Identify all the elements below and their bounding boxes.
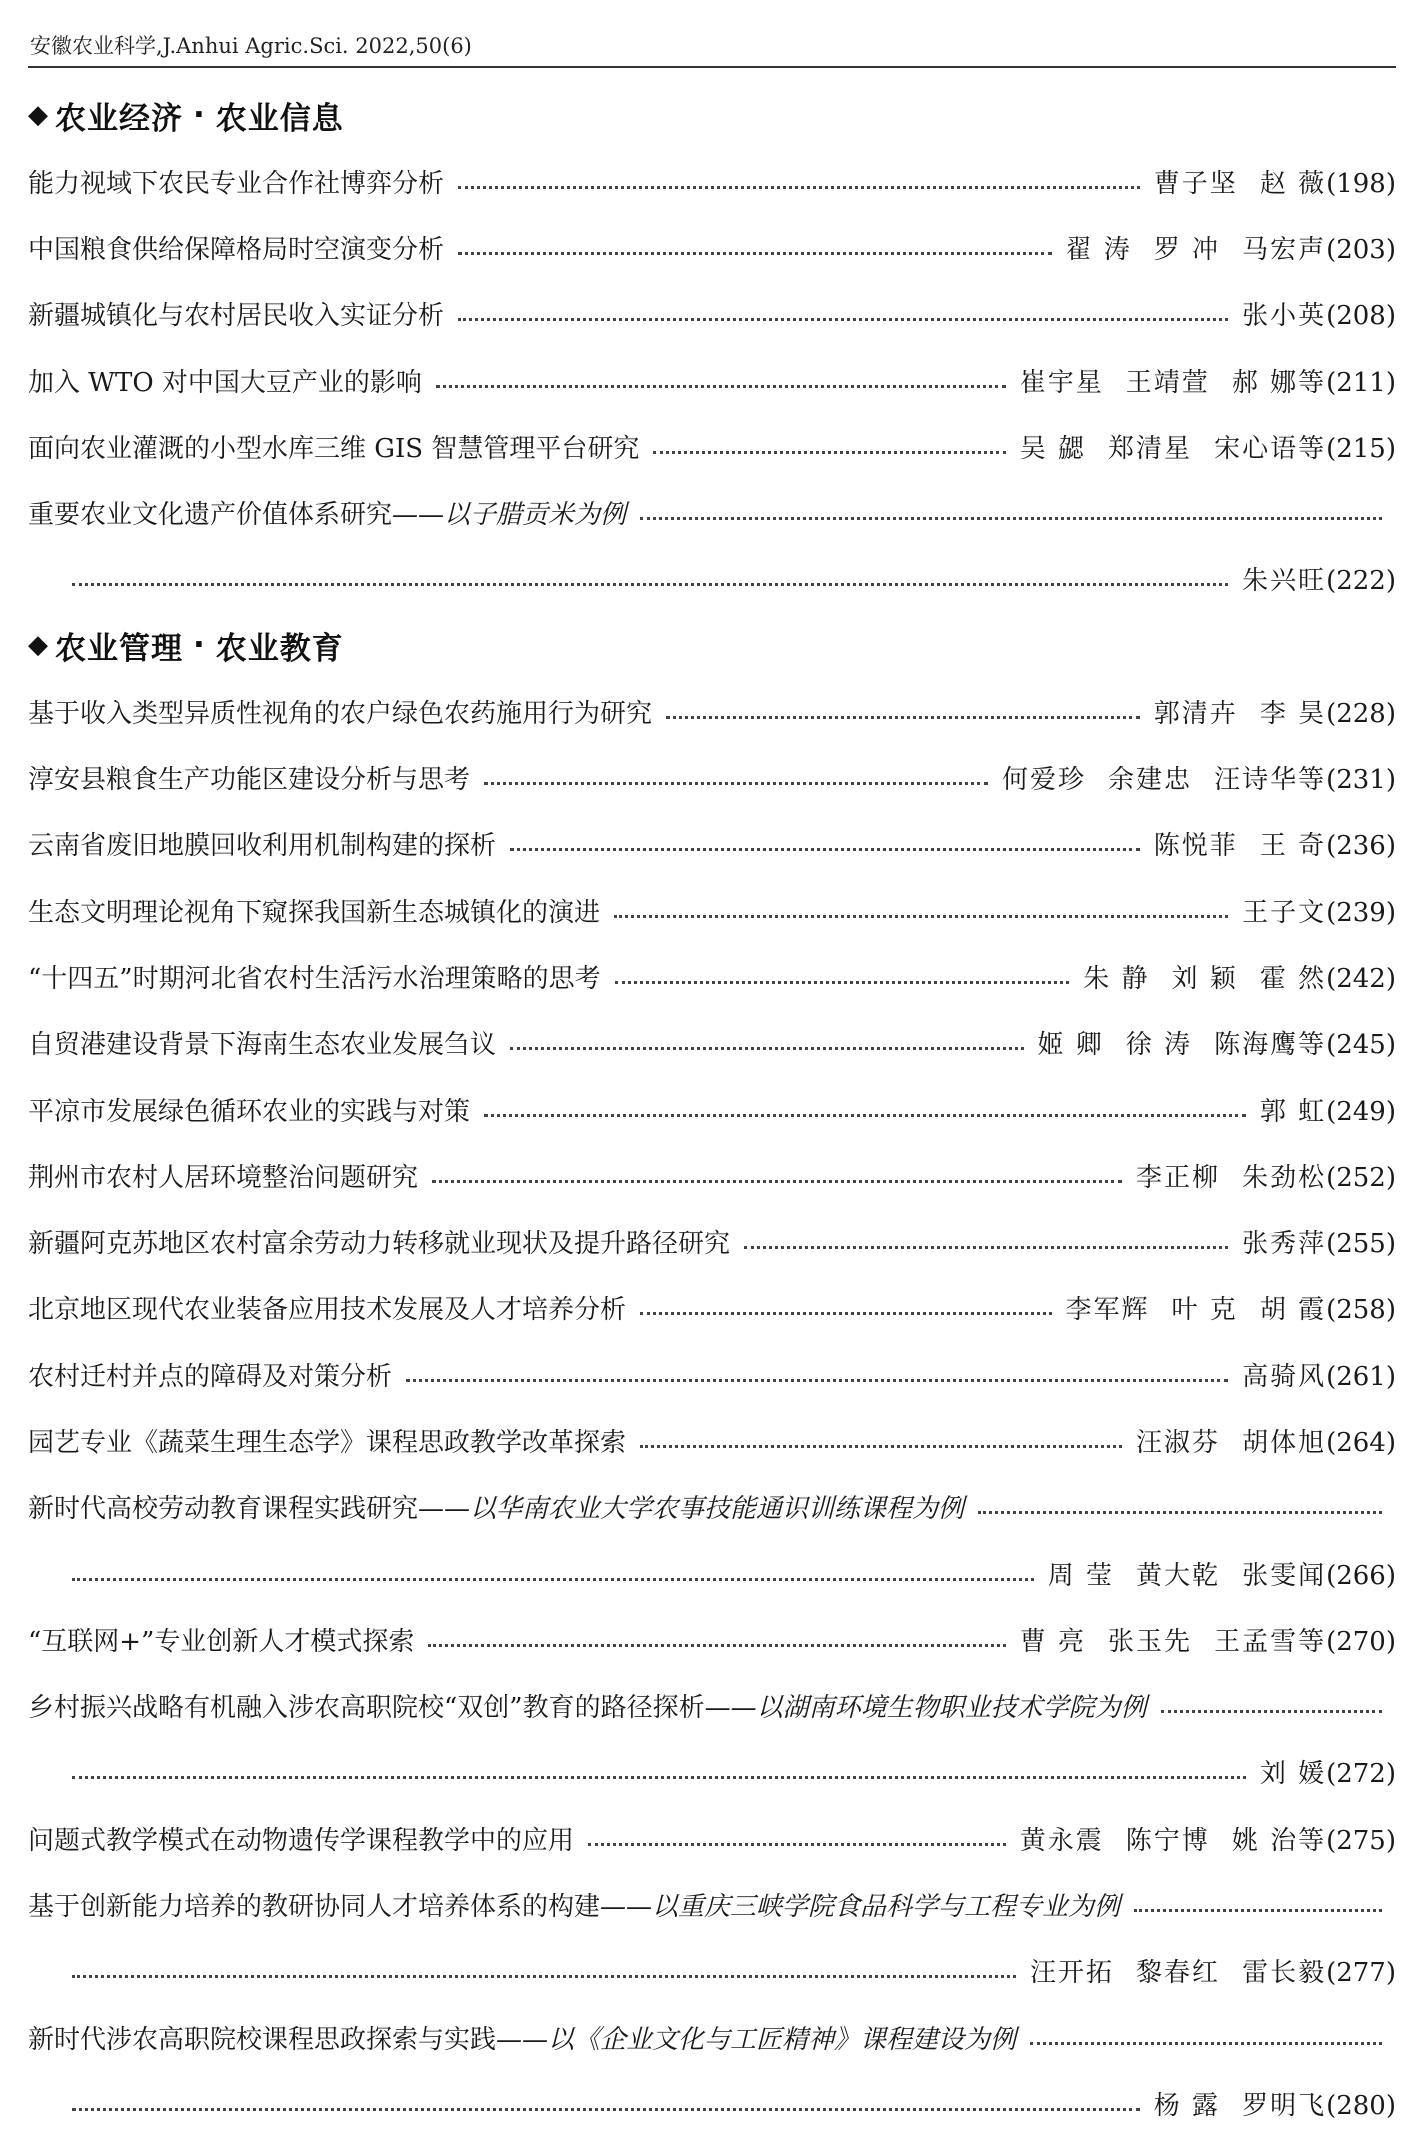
toc-entry[interactable] [28, 877, 1396, 943]
article-title [28, 1488, 964, 1525]
dot-leader [458, 252, 1052, 255]
authors [1242, 295, 1396, 332]
author-name: 陈宁博 [1125, 1825, 1210, 1856]
author-name: 黄大乾 [1136, 1560, 1221, 1591]
article-title-main: 乡村振兴战略有机融入涉农高职院校“双创”教育的路径探析 [28, 1693, 705, 1724]
page-number: (264) [1326, 1427, 1396, 1458]
section-title [28, 612, 1396, 678]
dot-leader [640, 1312, 1052, 1315]
authors [1020, 1621, 1396, 1658]
author-name: 黎春红 [1136, 1958, 1221, 1989]
article-title [28, 1422, 626, 1459]
page-number: (222) [1326, 566, 1396, 597]
author-name: 高骑风 [1242, 1361, 1327, 1392]
dot-leader [72, 583, 1228, 586]
author-name: 叶 克 [1171, 1295, 1238, 1326]
toc-entry[interactable] [28, 1142, 1396, 1208]
dot-leader [510, 1047, 1024, 1050]
author-name: 汪诗华等 [1214, 765, 1327, 796]
page-number: (252) [1326, 1162, 1396, 1193]
page-number: (258) [1326, 1295, 1396, 1326]
author-name: 周 莹 [1047, 1560, 1115, 1591]
article-title-main: 荆州市农村人居环境整治问题研究 [28, 1162, 419, 1193]
toc-entry[interactable] [28, 1606, 1396, 1672]
authors [1038, 1024, 1396, 1061]
author-name: 张秀萍 [1242, 1229, 1327, 1260]
author-name: 何爱珍 [1002, 765, 1087, 796]
dot-leader [458, 186, 1140, 189]
dot-leader [1134, 1909, 1382, 1912]
article-title [28, 494, 626, 531]
authors [1020, 1820, 1396, 1857]
page-number: (249) [1326, 1096, 1396, 1127]
dot-leader [432, 1180, 1122, 1183]
toc-entry[interactable] [28, 1871, 1396, 1937]
article-title [28, 362, 422, 399]
toc-entry[interactable] [28, 1076, 1396, 1142]
authors [1136, 1157, 1396, 1194]
toc-entry-continuation [28, 546, 1396, 612]
article-title-main: 基于创新能力培养的教研协同人才培养体系的构建 [28, 1892, 601, 1923]
authors [1030, 1952, 1396, 1989]
page-number: (211) [1326, 367, 1396, 398]
author-name: 李军辉 [1065, 1295, 1150, 1326]
author-name: 赵 薇 [1259, 168, 1327, 199]
dot-leader [72, 1578, 1034, 1581]
article-title [28, 229, 444, 266]
article-title [28, 1356, 392, 1393]
author-name: 郭清卉 [1153, 698, 1238, 729]
article-title-main: 生态文明理论视角下窥探我国新生态城镇化的演进 [28, 897, 601, 928]
author-name: 余建忠 [1108, 765, 1193, 796]
toc-entry[interactable] [28, 479, 1396, 545]
author-name: 陈海鹰等 [1214, 1030, 1327, 1061]
diamond-bullet-icon: ◆ [28, 100, 49, 130]
dot-leader [614, 915, 1228, 918]
toc-entry[interactable] [28, 214, 1396, 280]
page-number: (242) [1326, 963, 1396, 994]
author-name: 罗 冲 [1153, 234, 1221, 265]
page-number: (245) [1326, 1030, 1396, 1061]
page-number: (261) [1326, 1361, 1396, 1392]
page-number: (266) [1326, 1560, 1396, 1591]
dot-leader [1161, 1710, 1382, 1713]
toc-entry[interactable] [28, 2004, 1396, 2070]
page-number: (255) [1326, 1229, 1396, 1260]
article-title-main: 重要农业文化遗产价值体系研究 [28, 500, 393, 531]
author-name: 王 奇 [1259, 831, 1327, 862]
authors [1260, 1753, 1396, 1790]
author-name: 吴 勰 [1019, 433, 1087, 464]
article-subtitle: ——以子腊贡米为例 [392, 500, 627, 531]
author-name: 姬 卿 [1037, 1030, 1104, 1061]
dot-leader [72, 1975, 1016, 1978]
article-title-main: 北京地区现代农业装备应用技术发展及人才培养分析 [28, 1295, 627, 1326]
toc-entry[interactable] [28, 1407, 1396, 1473]
article-title-main: 新疆城镇化与农村居民收入实证分析 [28, 301, 445, 332]
toc-entry[interactable] [28, 1805, 1396, 1871]
article-subtitle: ——以《企业文化与工匠精神》课程建设为例 [496, 2024, 1017, 2055]
page-number: (203) [1326, 234, 1396, 265]
author-name: 张玉先 [1108, 1626, 1193, 1657]
author-name: 黄永震 [1019, 1825, 1104, 1856]
toc-entry[interactable] [28, 281, 1396, 347]
article-title [28, 759, 470, 796]
toc-entry[interactable] [28, 148, 1396, 214]
author-name: 李 昊 [1259, 698, 1327, 729]
author-name: 曹 亮 [1019, 1626, 1087, 1657]
running-head: 安徽农业科学,J.Anhui Agric.Sci. 2022,50(6) [30, 34, 472, 58]
author-name: 朱兴旺 [1242, 566, 1327, 597]
dot-leader [640, 517, 1382, 520]
author-name: 杨 露 [1153, 2090, 1221, 2121]
article-title [28, 163, 444, 200]
article-title [28, 1289, 626, 1326]
dot-leader [978, 1511, 1382, 1514]
authors [1242, 1223, 1396, 1260]
toc-entry[interactable] [28, 347, 1396, 413]
dot-leader [484, 782, 988, 785]
authors [1066, 1289, 1396, 1326]
article-title-main: 基于收入类型异质性视角的农户绿色农药施用行为研究 [28, 698, 653, 729]
author-name: 朱 静 [1083, 963, 1150, 994]
article-title-main: 自贸港建设背景下海南生态农业发展刍议 [28, 1030, 497, 1061]
page-number: (275) [1326, 1825, 1396, 1856]
article-title [28, 295, 444, 332]
authors [1020, 362, 1396, 399]
article-title [28, 1024, 496, 1061]
section-title-separator: · [193, 627, 206, 664]
article-title-main: 云南省废旧地膜回收利用机制构建的探析 [28, 831, 497, 862]
article-title [28, 1886, 1120, 1923]
toc-entry[interactable] [28, 744, 1396, 810]
author-name: 朱劲松 [1242, 1162, 1327, 1193]
author-name: 张雯闻 [1242, 1560, 1327, 1591]
toc-entry[interactable] [28, 1010, 1396, 1076]
article-title-main: 问题式教学模式在动物遗传学课程教学中的应用 [28, 1825, 575, 1856]
author-name: 刘 颖 [1171, 963, 1238, 994]
author-name: 汪开拓 [1030, 1958, 1115, 1989]
authors [1260, 1091, 1396, 1128]
article-title-main: 中国粮食供给保障格局时空演变分析 [28, 234, 445, 265]
dot-leader [615, 981, 1070, 984]
author-name: 李正柳 [1136, 1162, 1221, 1193]
toc-entry[interactable] [28, 413, 1396, 479]
author-name: 崔宇星 [1019, 367, 1104, 398]
dot-leader [653, 451, 1005, 454]
toc-entry-continuation [28, 1540, 1396, 1606]
toc-entry[interactable] [28, 1474, 1396, 1540]
page-number: (208) [1326, 301, 1396, 332]
author-name: 胡体旭 [1242, 1427, 1327, 1458]
dot-leader [744, 1246, 1228, 1249]
article-subtitle: ——以湖南环境生物职业技术学院为例 [704, 1693, 1147, 1724]
authors [1154, 825, 1396, 862]
article-title [28, 1091, 470, 1128]
author-name: 刘 媛 [1259, 1759, 1327, 1790]
section-title-separator: · [193, 97, 206, 133]
author-name: 胡 霞 [1259, 1295, 1327, 1326]
page-number: (272) [1326, 1759, 1396, 1790]
article-title-main: “十四五”时期河北省农村生活污水治理策略的思考 [28, 963, 601, 994]
article-title [28, 892, 600, 929]
toc-entry-continuation [28, 1739, 1396, 1805]
section-title-part: 农业经济 [55, 100, 183, 137]
toc-entry-continuation [28, 2070, 1396, 2136]
article-title [28, 1687, 1147, 1724]
author-name: 雷长毅 [1242, 1958, 1327, 1989]
authors [1136, 1422, 1396, 1459]
dot-leader [640, 1445, 1122, 1448]
page-number: (215) [1326, 433, 1396, 464]
article-title-main: 加入 WTO 对中国大豆产业的影响 [28, 367, 422, 398]
article-title-main: “互联网+”专业创新人才模式探索 [28, 1626, 415, 1657]
section-title-part: 农业教育 [215, 630, 344, 667]
article-title-main: 农村迁村并点的障碍及对策分析 [28, 1361, 393, 1392]
article-title-main: 新时代涉农高职院校课程思政探索与实践 [28, 2024, 497, 2055]
authors [1048, 1555, 1396, 1592]
article-title-main: 园艺专业《蔬菜生理生态学》课程思政教学改革探索 [28, 1427, 627, 1458]
author-name: 汪淑芬 [1136, 1427, 1221, 1458]
authors [1020, 428, 1396, 465]
author-name: 郝 娜等 [1231, 367, 1327, 398]
author-name: 霍 然 [1259, 963, 1327, 994]
authors [1002, 759, 1396, 796]
author-name: 马宏声 [1242, 234, 1327, 265]
author-name: 张小英 [1242, 301, 1327, 332]
toc-entry-continuation [28, 1938, 1396, 2004]
article-title [28, 1621, 414, 1658]
dot-leader [428, 1644, 1005, 1647]
author-name: 翟 涛 [1065, 234, 1132, 265]
author-name: 宋心语等 [1214, 433, 1327, 464]
toc-entry[interactable] [28, 678, 1396, 744]
authors [1083, 958, 1396, 995]
article-subtitle: ——以华南农业大学农事技能通识训练课程为例 [418, 1494, 965, 1525]
toc-entry[interactable] [28, 943, 1396, 1009]
author-name: 王靖萱 [1125, 367, 1210, 398]
dot-leader [666, 716, 1140, 719]
authors [1242, 892, 1396, 929]
dot-leader [510, 848, 1140, 851]
toc-entry[interactable] [28, 1275, 1396, 1341]
article-title-main: 面向农业灌溉的小型水库三维 GIS 智慧管理平台研究 [28, 433, 640, 464]
authors [1154, 2085, 1396, 2122]
table-of-contents [28, 82, 1396, 2137]
toc-entry[interactable] [28, 1673, 1396, 1739]
article-title-main: 淳安县粮食生产功能区建设分析与思考 [28, 765, 471, 796]
article-title [28, 1223, 730, 1260]
authors [1066, 229, 1396, 266]
page-number: (236) [1326, 831, 1396, 862]
page-number: (231) [1326, 765, 1396, 796]
article-title-main: 新疆阿克苏地区农村富余劳动力转移就业现状及提升路径研究 [28, 1229, 731, 1260]
diamond-bullet-icon: ◆ [28, 630, 49, 661]
dot-leader [72, 2108, 1140, 2111]
toc-entry[interactable] [28, 1208, 1396, 1274]
article-title-main: 能力视域下农民专业合作社博弈分析 [28, 168, 445, 199]
page-number: (239) [1326, 897, 1396, 928]
authors [1154, 693, 1396, 730]
page-number: (270) [1326, 1626, 1396, 1657]
authors [1242, 560, 1396, 597]
author-name: 罗明飞 [1242, 2090, 1327, 2121]
article-title [28, 958, 601, 995]
article-title [28, 1820, 574, 1857]
dot-leader [484, 1114, 1246, 1117]
author-name: 郭 虹 [1259, 1096, 1327, 1127]
toc-entry[interactable] [28, 1341, 1396, 1407]
dot-leader [72, 1776, 1246, 1779]
page-number: (277) [1326, 1958, 1396, 1989]
article-title-main: 平凉市发展绿色循环农业的实践与对策 [28, 1096, 471, 1127]
author-name: 曹子坚 [1153, 168, 1238, 199]
dot-leader [1030, 2042, 1382, 2045]
author-name: 徐 涛 [1125, 1030, 1193, 1061]
article-subtitle: ——以重庆三峡学院食品科学与工程专业为例 [600, 1892, 1121, 1923]
author-name: 王孟雪等 [1214, 1626, 1327, 1657]
author-name: 姚 治等 [1231, 1825, 1327, 1856]
author-name: 郑清星 [1108, 433, 1193, 464]
author-name: 陈悦菲 [1153, 831, 1238, 862]
page-number: (280) [1326, 2090, 1396, 2121]
article-title [28, 428, 639, 465]
dot-leader [588, 1843, 1006, 1846]
section-title-part: 农业管理 [55, 630, 183, 667]
article-title [28, 825, 496, 862]
page-number: (198) [1326, 168, 1396, 199]
dot-leader [436, 385, 1006, 388]
author-name: 王子文 [1242, 897, 1327, 928]
authors [1242, 1356, 1396, 1393]
dot-leader [458, 318, 1228, 321]
section-title-part: 农业信息 [215, 100, 344, 137]
header-rule [28, 66, 1396, 68]
article-title [28, 2019, 1016, 2056]
section-title [28, 82, 1396, 148]
authors [1154, 163, 1396, 200]
page-number: (228) [1326, 698, 1396, 729]
toc-entry[interactable] [28, 811, 1396, 877]
article-title [28, 1157, 418, 1194]
dot-leader [406, 1379, 1228, 1382]
article-title-main: 新时代高校劳动教育课程实践研究 [28, 1494, 419, 1525]
article-title [28, 693, 652, 730]
